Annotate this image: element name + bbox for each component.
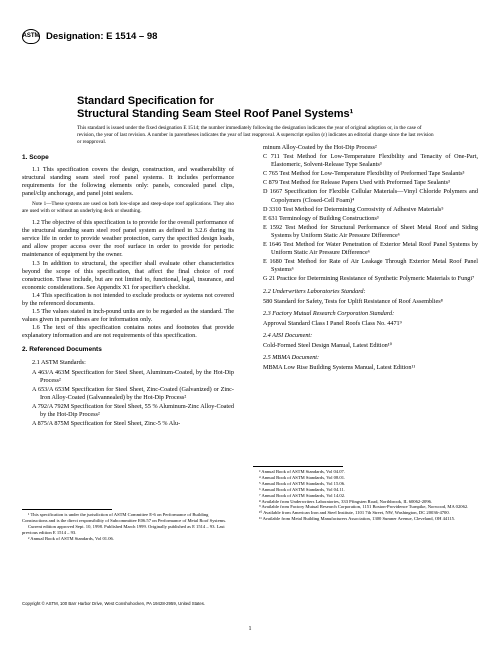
astm-logo: ASTM — [22, 29, 40, 44]
footnote: ⁸ Available from Underwriters Laboratories, 333 Pfingsten Road, Northbrook, IL 60062-2096. — [259, 498, 433, 504]
reference-item: A 653/A 653M Specification for Steel Sheet, Zinc-Coated (Galvanized) or Zinc-Iron Alloy-Coated (Galvannealed) by the Hot-Dip Process² — [32, 385, 234, 401]
subsection-ul-standard: 2.2 Underwriters Laboratories Standard: — [263, 287, 366, 295]
reference-item: G 21 Practice for Determining Resistance of Synthetic Polymeric Materials to Fungi⁷ — [263, 275, 475, 283]
footnote: ⁵ Annual Book of ASTM Standards, Vol 15.06. — [259, 480, 346, 486]
footnote: ³ Annual Book of ASTM Standards, Vol 04.07. — [259, 469, 345, 474]
subsection-mbma-document: 2.5 MBMA Document: — [263, 354, 320, 362]
intro-note: This standard is issued under the fixed designation E 1514; the number immediately following the designation indicates the year of original adoption or, in the case of revision, the year of last revision. A number in parentheses indicates the year of last reapproval. A superscript epsilon (ε) indicates an editorial change since the last revision or reapproval. — [77, 125, 434, 145]
paragraph-1-1: 1.1 This specification covers the design, construction, and weatherability of structural standing seam steel roof panel systems. It includes performance requirements for the following elements only: panels, concealed panel clips, panel/clip anchorage, and panel joint sealers. — [22, 166, 234, 198]
reference-item: minum Alloy-Coated by the Hot-Dip Process² — [263, 144, 377, 151]
page-number: 1 — [248, 626, 252, 632]
footnote-rule-left — [22, 509, 112, 510]
paragraph-1-5: 1.5 The values stated in inch-pound units are to be regarded as the standard. The values given in parentheses are for information only. — [22, 308, 234, 324]
footnotes-left — [22, 512, 234, 542]
reference-item: E 631 Terminology of Building Constructions³ — [263, 214, 379, 222]
left-column — [22, 152, 234, 429]
paragraph-1-2: 1.2 The objective of this specification is to provide for the overall performance of the structural standing seam steel roof panel system as defined in 3.2.6 during its service life in order to provide weather protection, carry the specified design loads, and allow proper access over the roof surface in order to provide for periodic maintenance of equipment by the owner. — [22, 219, 234, 259]
footnote: Current edition approved Sept. 10, 1998. Published March 1999. Originally published as E 1514 – 93. Last previous edition E 1514 – 93. — [22, 523, 225, 535]
footnote: ¹⁰ Available from American Iron and Steel Institute, 1101 7th Street, NW, Washington, DC 20036-4700. — [259, 510, 450, 516]
subsection-aisi-document: 2.4 AISI Document: — [263, 331, 313, 339]
reference-item: 580 Standard for Safety, Tests for Uplift Resistance of Roof Assemblies⁸ — [263, 297, 443, 305]
paragraph-1-6: 1.6 The text of this specification contains notes and footnotes that provide explanatory information and are not requirements of this specification. — [22, 324, 234, 340]
reference-item: A 875/A 875M Specification for Steel Sheet, Zinc-5 % Alu- — [32, 420, 181, 428]
reference-item: Approval Standard Class I Panel Roofs Class No. 4471⁹ — [263, 319, 402, 327]
title-line-1: Standard Specification for — [77, 95, 214, 107]
reference-item: D 3310 Test Method for Determining Corrosivity of Adhesive Materials⁵ — [263, 205, 444, 213]
reference-item: C 879 Test Method for Release Papers Used with Preformed Tape Sealants³ — [263, 179, 450, 187]
reference-item: MBMA Low Rise Building Systems Manual, Latest Edition¹¹ — [263, 364, 416, 372]
reference-item: E 1592 Test Method for Structural Performance of Sheet Metal Roof and Siding Systems by Uniform Static Air Pressure Difference⁶ — [263, 223, 478, 239]
subsection-fm-standard: 2.3 Factory Mutual Research Corporation Standard: — [263, 309, 395, 317]
designation: Designation: E 1514 – 98 — [46, 30, 158, 42]
copyright-line: Copyright © ASTM, 100 Barr Harbor Drive, West Conshohocken, PA 19428-2959, United States. — [22, 601, 206, 606]
paragraph-1-3: 1.3 In addition to structural, the specifier shall evaluate other characteristics beyond the scope of this specification, that affect the final choice of roof construction. These include, but are not limited to, functional, legal, insurance, and economic considerations. See Appendix X1 for specifier's checklist. — [22, 259, 234, 291]
note-1: Note 1—These systems are used on both low-slope and steep-slope roof applications. They also are used with or without an underlying deck or sheathing. — [22, 201, 234, 215]
reference-item: E 1680 Test Method for Rate of Air Leakage Through Exterior Metal Roof Panel Systems⁶ — [263, 258, 478, 274]
reference-item: A 792/A 792M Specification for Steel Sheet, 55 % Aluminum-Zinc Alloy-Coated by the Hot-Dip Process² — [32, 403, 234, 419]
footnote: ⁶ Annual Book of ASTM Standards, Vol 04.11. — [259, 486, 345, 492]
reference-item: E 1646 Test Method for Water Penetration of Exterior Metal Roof Panel Systems by Uniform Static Air Pressure Difference⁶ — [263, 241, 478, 257]
section-heading-referenced-documents: 2. Referenced Documents — [22, 346, 102, 354]
section-heading-scope: 1. Scope — [22, 154, 49, 161]
footnote: ⁹ Available from Factory Mutual Research Corporation, 1151 Boston-Providence Turnpike, Norwood, MA 02062. — [259, 504, 469, 510]
footnote-rule-right — [253, 466, 343, 467]
document-header — [22, 28, 157, 44]
right-column — [253, 144, 478, 373]
paragraph-1-4: 1.4 This specification is not intended to exclude products or systems not covered by the referenced documents. — [22, 291, 234, 307]
footnote: ⁴ Annual Book of ASTM Standards, Vol 08.01. — [259, 474, 346, 480]
footnotes-right — [253, 469, 478, 522]
footnote: ¹¹ Available from Metal Building Manufacturers Association, 1300 Sumner Avenue, Cleveland, OH 44115. — [259, 516, 456, 522]
footnote: ⁷ Annual Book of ASTM Standards, Vol 14.02. — [259, 492, 346, 498]
title-block — [77, 95, 477, 121]
title-line-2: Structural Standing Seam Steel Roof Panel Systems¹ — [77, 108, 354, 120]
reference-item: Cold-Formed Steel Design Manual, Latest Edition¹⁰ — [263, 341, 393, 349]
reference-item: A 463/A 463M Specification for Steel Sheet, Aluminum-Coated, by the Hot-Dip Process² — [32, 368, 234, 384]
footnote: ¹ This specification is under the jurisdiction of ASTM Committee E-6 on Performance of Building Constructions and is the direct responsibility of Subcommittee E06.57 on Performance of Metal Roof Systems. — [22, 512, 227, 523]
subsection-astm-standards: 2.1 ASTM Standards: — [32, 358, 86, 366]
reference-item: C 765 Test Method for Low-Temperature Flexibility of Preformed Tape Sealants³ — [263, 170, 465, 178]
reference-item: C 711 Test Method for Low-Temperature Flexibility and Tenacity of One-Part, Elastomeric, Solvent-Release Type Sealants³ — [263, 153, 478, 169]
reference-item: D 1667 Specification for Flexible Cellular Materials—Vinyl Chloride Polymers and Copolymers (Closed-Cell Foam)⁴ — [263, 188, 478, 204]
footnote: ² Annual Book of ASTM Standards, Vol 01.06. — [28, 535, 114, 541]
